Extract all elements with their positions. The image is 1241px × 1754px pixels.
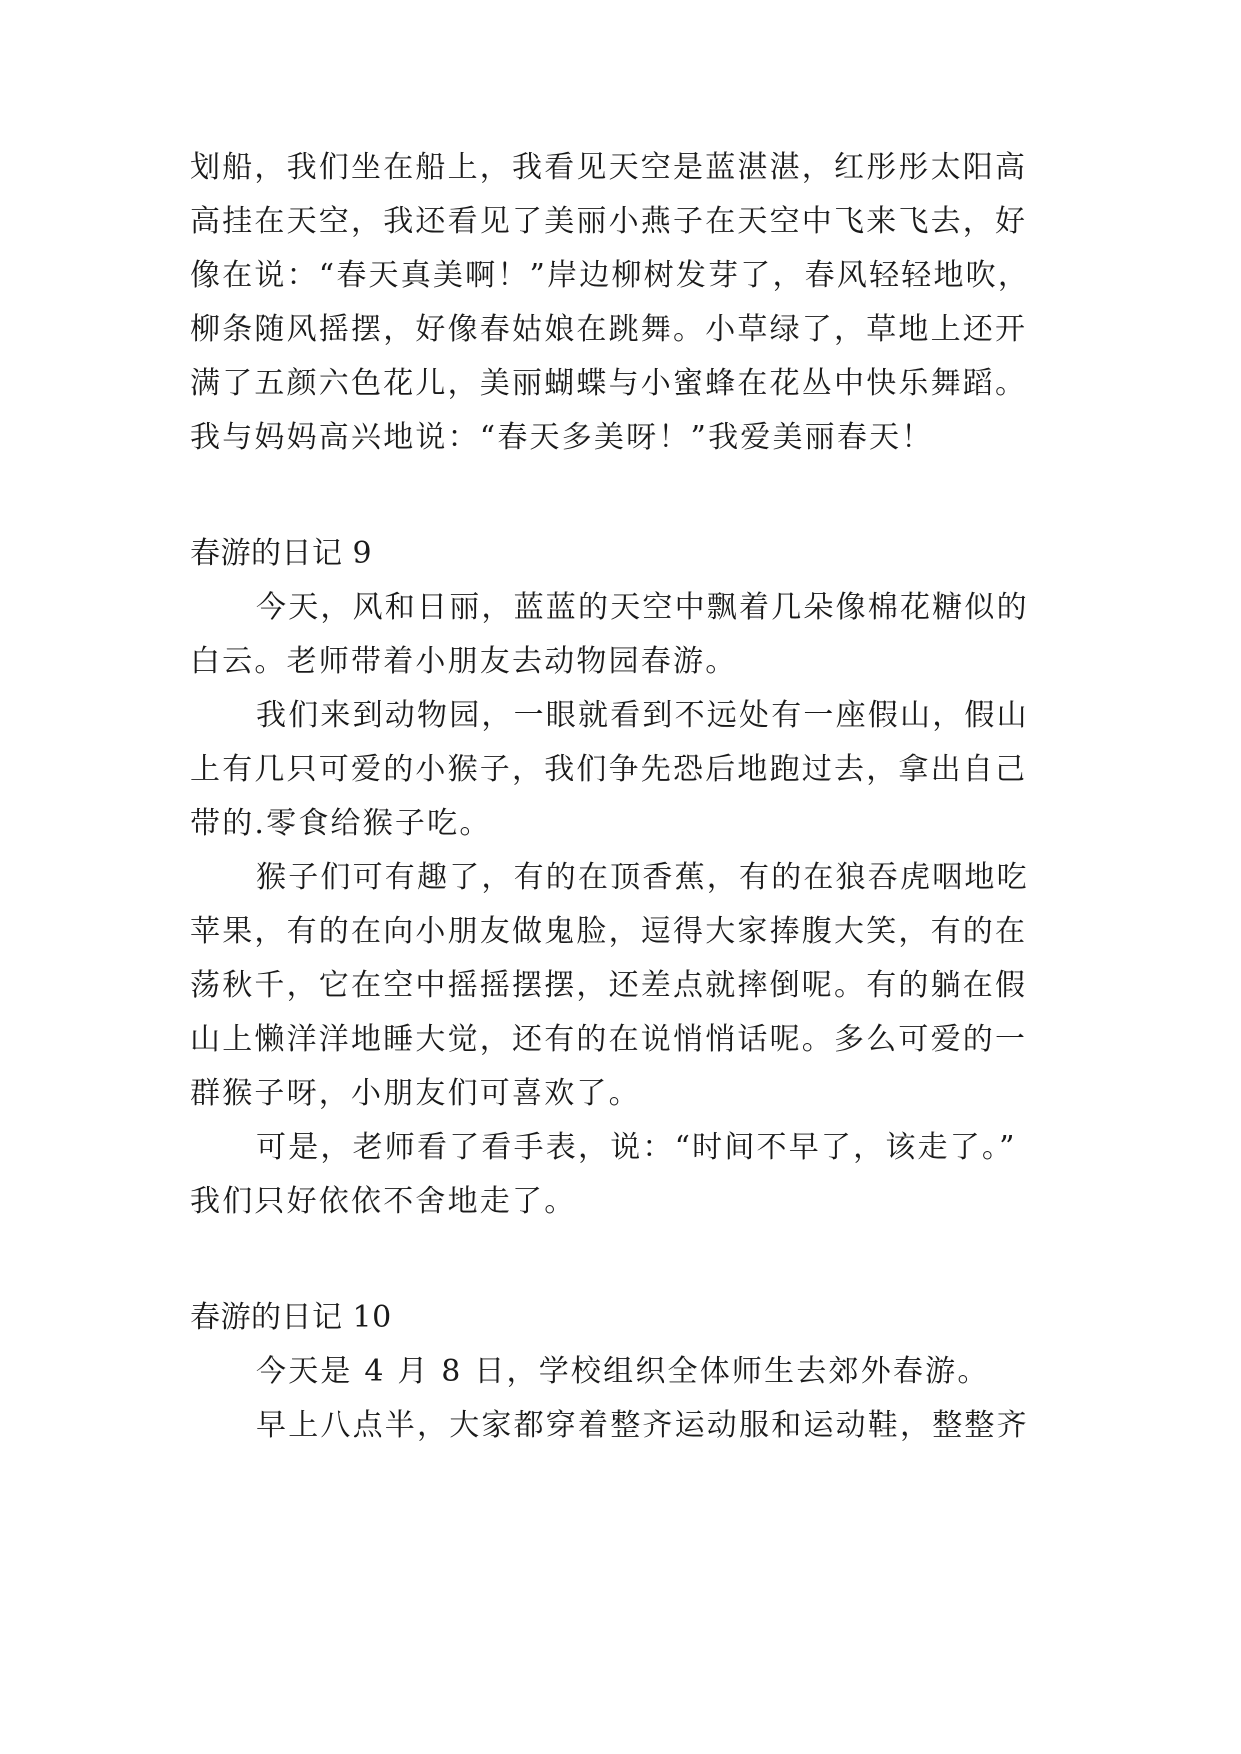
paragraph-line: 满了五颜六色花儿，美丽蝴蝶与小蜜蜂在花丛中快乐舞蹈。: [190, 366, 1028, 401]
paragraph-line: 我们只好依依不舍地走了。: [190, 1184, 577, 1219]
paragraph-line: 我们来到动物园，一眼就看到不远处有一座假山，假山: [256, 698, 1029, 733]
paragraph-line: 上有几只可爱的小猴子，我们争先恐后地跑过去，拿出自己: [190, 752, 1028, 787]
paragraph-line: 荡秋千，它在空中摇摇摆摆，还差点就摔倒呢。有的躺在假: [190, 968, 1028, 1003]
paragraph-line: 今天，风和日丽，蓝蓝的天空中飘着几朵像棉花糖似的: [256, 590, 1029, 625]
entry-title: 春游的日记 9: [190, 536, 373, 571]
paragraph-line: 高挂在天空，我还看见了美丽小燕子在天空中飞来飞去，好: [190, 204, 1028, 239]
entry-title: 春游的日记 10: [190, 1300, 392, 1335]
paragraph-line: 早上八点半，大家都穿着整齐运动服和运动鞋，整整齐: [256, 1408, 1029, 1443]
paragraph-line: 猴子们可有趣了，有的在顶香蕉，有的在狼吞虎咽地吃: [256, 860, 1029, 895]
paragraph-line: 划船，我们坐在船上，我看见天空是蓝湛湛，红彤彤太阳高: [190, 150, 1028, 185]
paragraph-line: 我与妈妈高兴地说：“春天多美呀！”我爱美丽春天！: [190, 420, 934, 455]
paragraph-line: 柳条随风摇摆，好像春姑娘在跳舞。小草绿了，草地上还开: [190, 312, 1028, 347]
paragraph-line: 群猴子呀，小朋友们可喜欢了。: [190, 1076, 641, 1111]
paragraph-line: 带的.零食给猴子吃。: [190, 806, 492, 841]
paragraph-line: 山上懒洋洋地睡大觉，还有的在说悄悄话呢。多么可爱的一: [190, 1022, 1028, 1057]
paragraph-line: 白云。老师带着小朋友去动物园春游。: [190, 644, 738, 679]
paragraph-line: 像在说：“春天真美啊！”岸边柳树发芽了，春风轻轻地吹，: [190, 258, 1031, 293]
paragraph-line: 苹果，有的在向小朋友做鬼脸，逗得大家捧腹大笑，有的在: [190, 914, 1028, 949]
paragraph-line: 可是，老师看了看手表，说：“时间不早了，该走了。”: [256, 1130, 1017, 1165]
paragraph-line: 今天是 4 月 8 日，学校组织全体师生去郊外春游。: [256, 1354, 990, 1389]
